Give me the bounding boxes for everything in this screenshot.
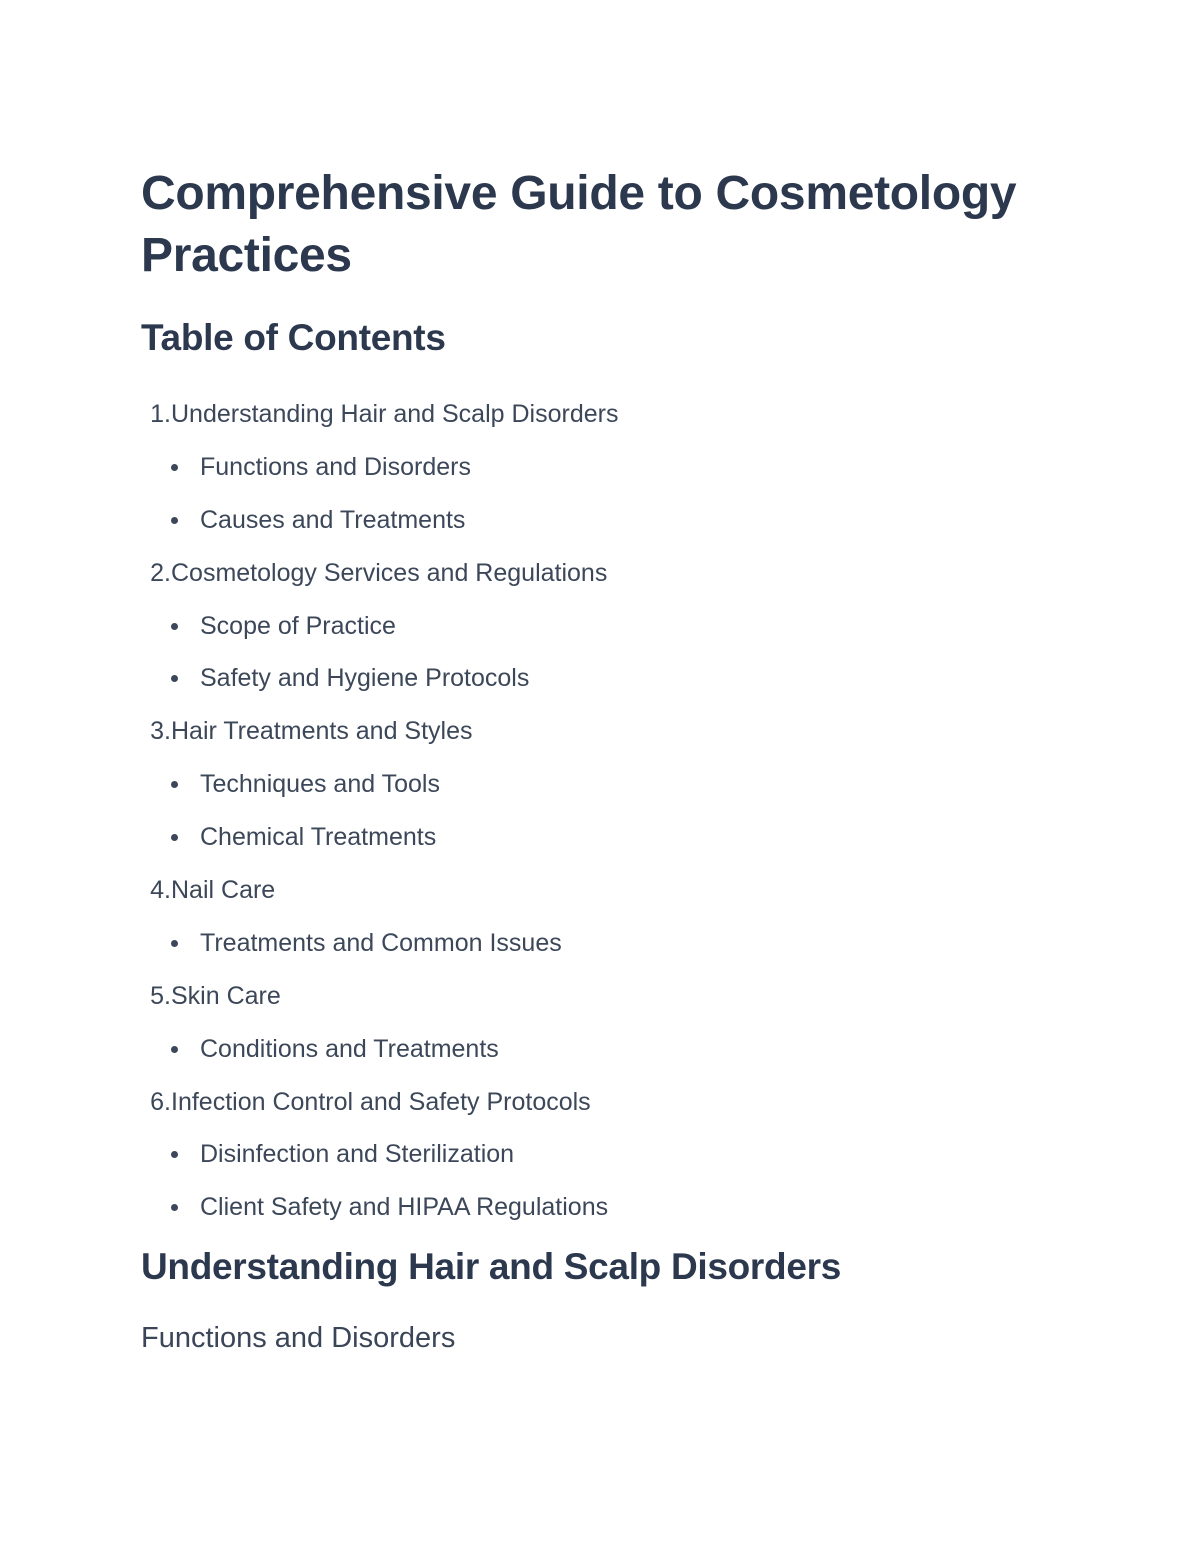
toc-subitem-label: Causes and Treatments: [200, 505, 466, 534]
toc-subitem[interactable]: [141, 441, 1041, 494]
bullet-icon: [171, 834, 178, 841]
toc-subitem-label: Chemical Treatments: [200, 823, 437, 852]
section-heading: Understanding Hair and Scalp Disorders: [141, 1246, 841, 1287]
bullet-icon: [171, 781, 178, 788]
bullet-icon: [171, 623, 178, 630]
bullet-icon: [171, 1151, 178, 1158]
bullet-icon: [171, 1204, 178, 1211]
toc-item-number: 5.: [150, 981, 171, 1010]
bullet-icon: [171, 464, 178, 471]
toc-subitem-label: Treatments and Common Issues: [200, 928, 562, 957]
bullet-icon: [171, 675, 178, 682]
toc-subitem-label: Client Safety and HIPAA Regulations: [200, 1193, 609, 1222]
toc-subitem-label: Conditions and Treatments: [200, 1034, 499, 1063]
toc-subitem[interactable]: [141, 917, 1041, 970]
toc-subitem-label: Disinfection and Sterilization: [200, 1140, 515, 1169]
toc-subitem-label: Techniques and Tools: [200, 770, 440, 799]
toc-subitem[interactable]: [141, 1128, 1041, 1181]
toc-item[interactable]: [141, 864, 1041, 917]
toc-item-label: Understanding Hair and Scalp Disorders: [171, 399, 619, 428]
toc-item-label: Cosmetology Services and Regulations: [171, 558, 608, 587]
toc-item-number: 2.: [150, 558, 171, 587]
toc-item-label: Hair Treatments and Styles: [171, 717, 473, 746]
bullet-icon: [171, 517, 178, 524]
toc-item-label: Skin Care: [171, 981, 281, 1010]
toc-item[interactable]: [141, 547, 1041, 600]
toc-item[interactable]: [141, 705, 1041, 758]
bullet-icon: [171, 940, 178, 947]
toc-item-number: 4.: [150, 875, 171, 904]
toc-subitem[interactable]: [141, 758, 1041, 811]
toc-subitem[interactable]: [141, 600, 1041, 653]
subsection-heading: Functions and Disorders: [141, 1322, 456, 1354]
toc-item-number: 3.: [150, 717, 171, 746]
toc-item[interactable]: [141, 1076, 1041, 1129]
toc-item[interactable]: [141, 970, 1041, 1023]
toc-item-number: 6.: [150, 1087, 171, 1116]
toc-subitem[interactable]: [141, 1181, 1041, 1234]
toc-heading: Table of Contents: [141, 317, 446, 358]
toc-item-label: Nail Care: [171, 875, 276, 904]
toc-subitem-label: Scope of Practice: [200, 611, 396, 640]
document-title: Comprehensive Guide to Cosmetology Practices: [141, 167, 1017, 282]
toc-subitem[interactable]: [141, 652, 1041, 705]
toc-item-label: Infection Control and Safety Protocols: [171, 1087, 591, 1116]
toc-item-number: 1.: [150, 399, 171, 428]
toc-subitem-label: Safety and Hygiene Protocols: [200, 664, 530, 693]
toc-subitem[interactable]: [141, 1023, 1041, 1076]
toc-subitem-label: Functions and Disorders: [200, 452, 471, 481]
toc-subitem[interactable]: [141, 811, 1041, 864]
table-of-contents: [141, 388, 1041, 1234]
toc-subitem[interactable]: [141, 494, 1041, 547]
toc-item[interactable]: [141, 388, 1041, 441]
bullet-icon: [171, 1046, 178, 1053]
